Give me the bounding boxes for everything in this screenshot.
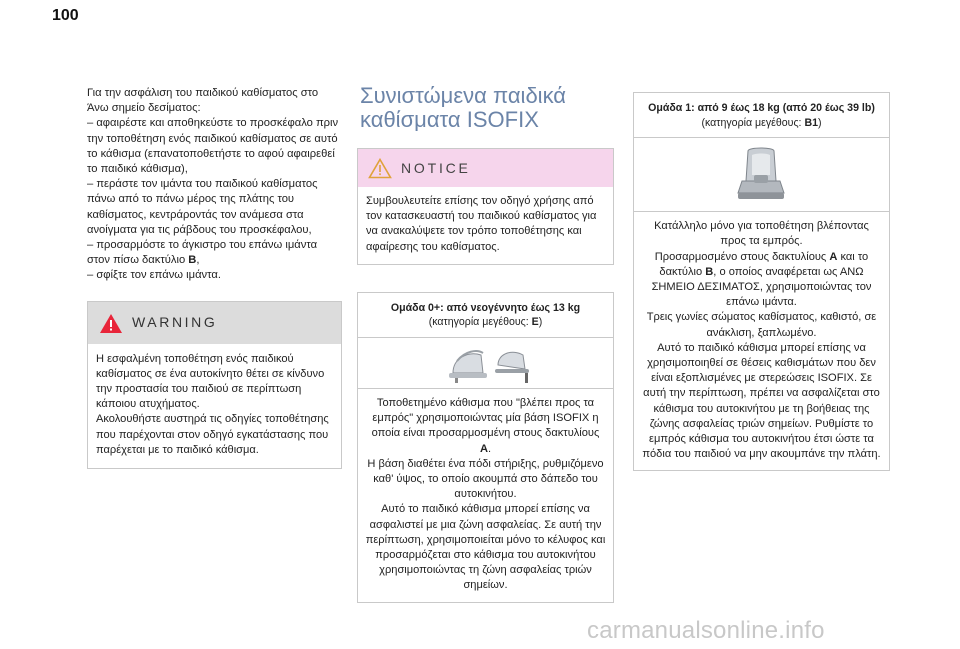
- notice-body: Συμβουλευτείτε επίσης τον οδηγό χρήσης από τον κατασκευαστή του παιδικού καθίσματος για να ανακαλύψετε τον τρόπο τοποθέτησης και αφαίρεσης του καθίσματος.: [366, 195, 597, 253]
- notice-header: [358, 149, 613, 187]
- watermark: carmanualsonline.info: [587, 617, 825, 644]
- warning-body: [88, 344, 341, 468]
- group-1-text-a: Κατάλληλο μόνο για τοποθέτηση βλέποντας προς τα εμπρός. Προσαρμοσμένο στους δακτυλίους: [654, 220, 869, 263]
- warning-box: [87, 301, 342, 469]
- child-seat-icon: [734, 145, 790, 205]
- group-0-seat-image: [358, 338, 613, 389]
- group-1-size-prefix: (κατηγορία μεγέθους:: [701, 116, 805, 129]
- group-1-box: [633, 92, 890, 471]
- step-1: – αφαιρέστε και αποθηκεύστε το προσκέφαλο πριν την τοποθέτηση ενός παιδικού καθίσματος σε αυτό το κάθισμα (επανατοποθετήστε το αφού αφαιρεθεί το παιδικό κάθισμα),: [87, 117, 339, 176]
- step-3: [87, 238, 342, 268]
- group-0-size-value: E: [531, 316, 539, 329]
- group-0-title: Ομάδα 0+: από νεογέννητο έως 13 kg: [390, 301, 581, 314]
- group-0-text-b: . Η βάση διαθέτει ένα πόδι στήριξης, ρυθμιζόμενο καθ' ύψος, το οποίο ακουμπά στο δάπεδο του αυτοκινήτου. Αυτό το παιδικό κάθισμα μπορεί επίσης να ασφαλιστεί με μια ζώνη ασφαλείας. Σε αυτή την περίπτωση, χρησιμοποιείται μόνο το κέλυφος και προσαρμόζεται στο κάθισμα του αυτοκινήτου χρησιμοποιώντας τη ζώνη ασφαλείας τριών σημείων.: [365, 442, 606, 592]
- ring-a-label: A: [479, 442, 488, 455]
- warning-icon: [99, 313, 123, 334]
- right-column: [633, 92, 890, 471]
- ring-b-label: B: [188, 254, 197, 267]
- step-4: – σφίξτε τον επάνω ιμάντα.: [87, 269, 221, 282]
- warning-title: WARNING: [132, 313, 218, 330]
- step-3-text: – προσαρμόστε το άγκιστρο του επάνω ιμάντα στον πίσω δακτύλιο: [87, 239, 318, 267]
- group-0-box: [357, 292, 614, 603]
- group-1-text-c: , ο οποίος αναφέρεται ως ΑΝΩ ΣΗΜΕΙΟ ΔΕΣΙΜΑΤΟΣ, χρησιμοποιώντας τον επάνω ιμάντα. Τρεις γωνίες σώματος καθίσματος, καθιστό, σε ανάκλιση, ξαπλωμένο. Αυτό το παιδικό κάθισμα μπορεί επίσης να χρησιμοποιηθεί σε θέσεις καθισμάτων που δεν είναι εξοπλισμένες με στερεώσεις ISOFIX. Σε αυτή την περίπτωση, πρέπει να ασφαλίζεται στο κάθισμα του αυτοκινήτου με τη βοήθειας της ζώνης ασφαλείας τριών σημείων. Ρυθμίστε το εμπρός κάθισμα του αυτοκινήτου έτσι ώστε τα πόδια του παιδιού να μην ακουμπάνε την πλάτη.: [642, 265, 881, 461]
- group-1-text-b: και το δακτύλιο: [659, 250, 869, 278]
- group-1-size-suffix: ): [817, 116, 822, 129]
- notice-title: NOTICE: [401, 160, 471, 176]
- group-0-header: [358, 293, 613, 338]
- group-0-description: [358, 389, 613, 602]
- step-2: – περάστε τον ιμάντα του παιδικού καθίσματος πάνω από το πάνω μέρος της πλάτης του καθίσματος, κεντράροντάς τον ανάμεσα στα ανοίγματα για τις ράβδους του προσκέφαλου,: [87, 178, 318, 236]
- caution-icon: [368, 158, 392, 179]
- group-0-size-suffix: ): [538, 316, 543, 329]
- group-1-title: Ομάδα 1: από 9 έως 18 kg (από 20 έως 39 lb): [648, 102, 875, 114]
- warning-header: [88, 302, 341, 344]
- left-column: [87, 86, 342, 469]
- group-1-header: [634, 93, 889, 138]
- group-1-seat-image: [634, 138, 889, 212]
- ring-b-label-2: B: [705, 265, 714, 278]
- notice-box: [357, 148, 614, 265]
- infant-carrier-icon: [443, 343, 533, 383]
- group-0-text-a: Τοποθετημένο κάθισμα που "βλέπει προς τα εμπρός" χρησιμοποιώντας μία βάση ISOFIX η οποία είναι προσαρμοσμένη στους δακτυλίους: [371, 397, 600, 440]
- middle-column: [357, 84, 614, 603]
- warning-paragraph-2: Ακολουθήστε αυστηρά τις οδηγίες τοποθέτησης που παρέχονται στον οδηγό εγκατάστασης που παρέχεται με το παιδικό κάθισμα.: [96, 413, 329, 456]
- group-0-size-prefix: (κατηγορία μεγέθους:: [428, 316, 532, 329]
- page-number: 100: [52, 7, 79, 24]
- ring-a-label-2: A: [829, 250, 838, 263]
- intro-text: Για την ασφάλιση του παιδικού καθίσματος στο Άνω σημείο δεσίματος:: [87, 87, 319, 115]
- group-1-description: [634, 212, 889, 470]
- warning-paragraph-1: Η εσφαλμένη τοποθέτηση ενός παιδικού καθίσματος σε ένα αυτοκίνητο θέτει σε κίνδυνο την προστασία του παιδιού σε περίπτωση κάποιου ατυχήματος.: [96, 352, 325, 411]
- group-1-size-value: B1: [804, 116, 818, 129]
- step-3-end: ,: [196, 254, 200, 267]
- section-title: Συνιστώμενα παιδικά καθίσματα ISOFIX: [360, 83, 567, 132]
